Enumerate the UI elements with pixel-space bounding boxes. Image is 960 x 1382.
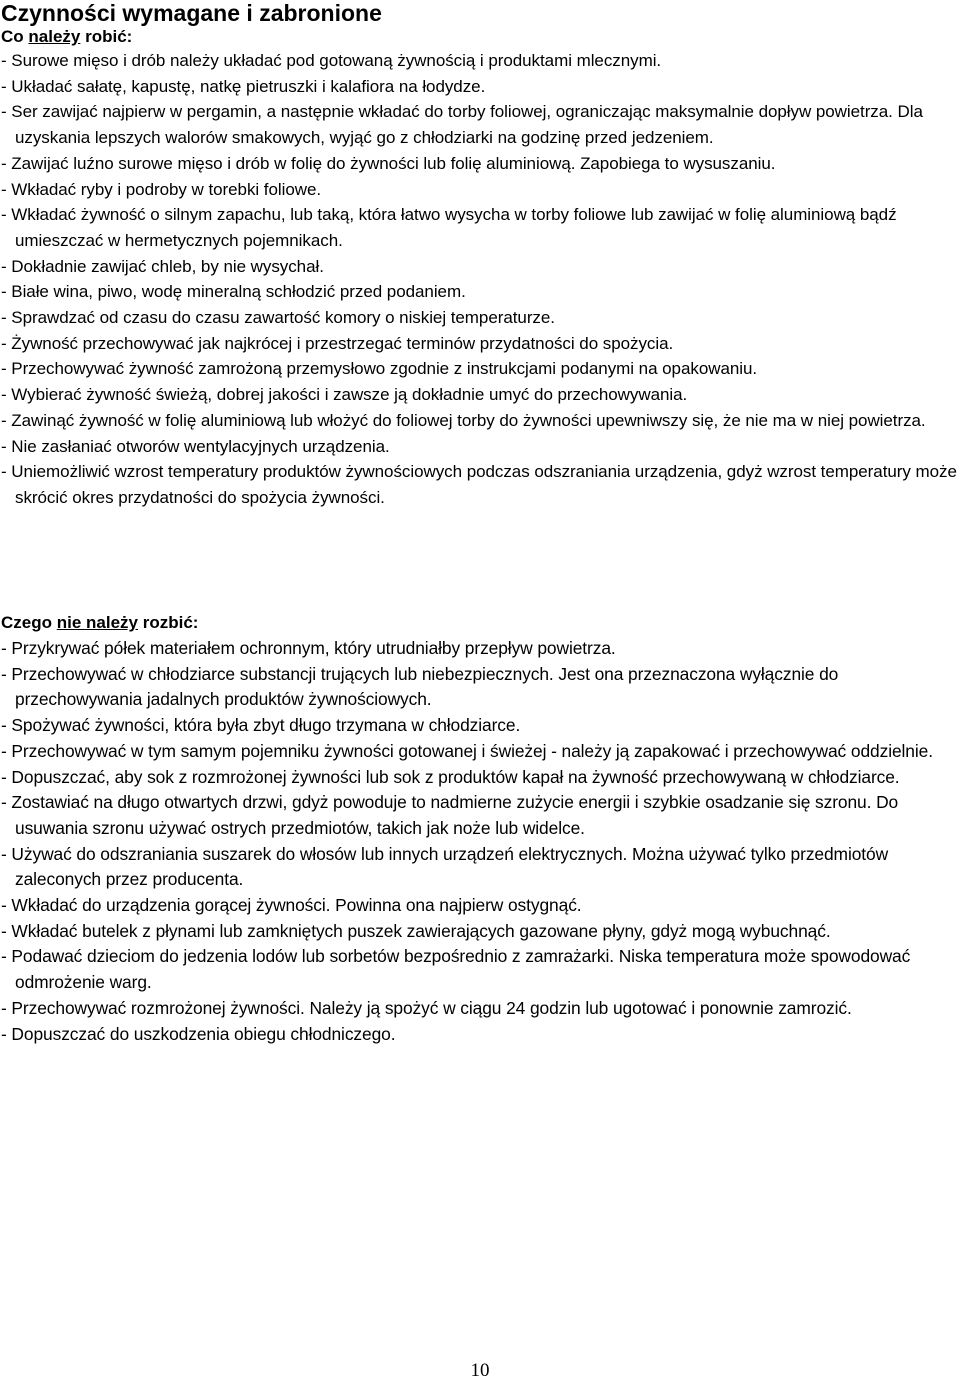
page-number: 10 bbox=[470, 1360, 490, 1381]
dont-list-item: - Podawać dzieciom do jedzenia lodów lub sorbetów bezpośrednio z zamrażarki. Niska temperatura może spowodować odmrożenie warg. bbox=[1, 946, 911, 993]
heading-do-suffix: robić: bbox=[80, 27, 133, 46]
do-list-item: - Układać sałatę, kapustę, natkę pietruszki i kalafiora na łodydze. bbox=[1, 76, 486, 96]
section-heading-dont bbox=[1, 612, 198, 634]
do-list-item: - Wkładać ryby i podroby w torebki foliowe. bbox=[1, 179, 322, 199]
dont-list-item: - Zostawiać na długo otwartych drzwi, gdyż powoduje to nadmierne zużycie energii i szybkie osadzanie się szronu. Do usuwania szronu używać ostrych przedmiotów, takich jak noże lub widelce. bbox=[1, 792, 899, 838]
do-list-item: - Nie zasłaniać otworów wentylacyjnych urządzenia. bbox=[1, 436, 390, 456]
do-list-item: - Surowe mięso i drób należy układać pod gotowaną żywnością i produktami mlecznymi. bbox=[1, 51, 662, 70]
dont-list-item: - Przykrywać półek materiałem ochronnym, który utrudniałby przepływ powietrza. bbox=[1, 638, 616, 658]
dont-list-item: - Wkładać do urządzenia gorącej żywności. Powinna ona najpierw ostygnąć. bbox=[1, 895, 582, 916]
do-list-item: - Dokładnie zawijać chleb, by nie wysychał. bbox=[1, 256, 324, 276]
do-list-item: - Ser zawijać najpierw w pergamin, a następnie wkładać do torby foliowej, ograniczając maksymalnie dopływ powietrza. Dla uzyskania lepszych walorów smakowych, wyjąć go z chłodziarki na godzinę przed jedzeniem. bbox=[1, 102, 923, 148]
dont-list-item: - Przechowywać w chłodziarce substancji trujących lub niebezpiecznych. Jest ona przeznaczona wyłącznie do przechowywania jadalnych produktów żywnościowych. bbox=[1, 663, 839, 710]
do-list-item: - Żywność przechowywać jak najkrócej i przestrzegać terminów przydatności do spożycia. bbox=[1, 333, 674, 353]
dont-list-item: - Dopuszczać, aby sok z rozmrożonej żywności lub sok z produktów kapał na żywność przechowywaną w chłodziarce. bbox=[1, 766, 900, 787]
do-list-item: - Przechowywać żywność zamrożoną przemysłowo zgodnie z instrukcjami podanymi na opakowaniu. bbox=[1, 359, 758, 379]
heading-dont-prefix: Czego bbox=[1, 613, 57, 632]
do-list-item: - Zawinąć żywność w folię aluminiową lub włożyć do foliowej torby do żywności upewniwszy się, że nie ma w niej powietrza. bbox=[1, 410, 926, 430]
dont-list bbox=[1, 636, 959, 1047]
do-list-item: - Wybierać żywność świeżą, dobrej jakości i zawsze ją dokładnie umyć do przechowywania. bbox=[1, 385, 688, 405]
heading-do-prefix: Co bbox=[1, 27, 29, 46]
heading-dont-suffix: rozbić: bbox=[138, 613, 199, 632]
dont-list-item: - Używać do odszraniania suszarek do włosów lub innych urządzeń elektrycznych. Można używać tylko przedmiotów zaleconych przez producenta. bbox=[1, 843, 889, 890]
do-list-item: - Białe wina, piwo, wodę mineralną schłodzić przed podaniem. bbox=[1, 282, 466, 302]
do-list-item: - Uniemożliwić wzrost temperatury produktów żywnościowych podczas odszraniania urządzenia, gdyż wzrost temperatury może skrócić okres przydatności do spożycia żywności. bbox=[1, 462, 957, 507]
dont-list-item: - Wkładać butelek z płynami lub zamkniętych puszek zawierających gazowane płyny, gdyż mogą wybuchnąć. bbox=[1, 920, 831, 941]
dont-list-item: - Przechowywać w tym samym pojemniku żywności gotowanej i świeżej - należy ją zapakować i przechowywać oddzielnie. bbox=[1, 740, 933, 761]
do-list-item: - Zawijać luźno surowe mięso i drób w folię do żywności lub folię aluminiową. Zapobiega to wysuszaniu. bbox=[1, 153, 776, 173]
do-list bbox=[1, 48, 959, 511]
heading-do-emphasis: należy bbox=[28, 27, 81, 46]
do-list-item: - Sprawdzać od czasu do czasu zawartość komory o niskiej temperaturze. bbox=[1, 308, 555, 328]
dont-list-item: - Dopuszczać do uszkodzenia obiegu chłodniczego. bbox=[1, 1023, 396, 1044]
do-list-item: - Wkładać żywność o silnym zapachu, lub taką, która łatwo wysycha w torby foliowe lub zawijać w folię aluminiową bądź umieszczać w hermetycznych pojemnikach. bbox=[1, 205, 897, 250]
dont-list-item: - Spożywać żywności, która była zbyt długo trzymana w chłodziarce. bbox=[1, 715, 521, 736]
dont-list-item: - Przechowywać rozmrożonej żywności. Należy ją spożyć w ciągu 24 godzin lub ugotować i ponownie zamrozić. bbox=[1, 997, 852, 1018]
section-heading-do bbox=[1, 26, 132, 48]
document-title: Czynności wymagane i zabronione bbox=[1, 0, 382, 26]
heading-dont-emphasis: nie należy bbox=[56, 613, 138, 632]
